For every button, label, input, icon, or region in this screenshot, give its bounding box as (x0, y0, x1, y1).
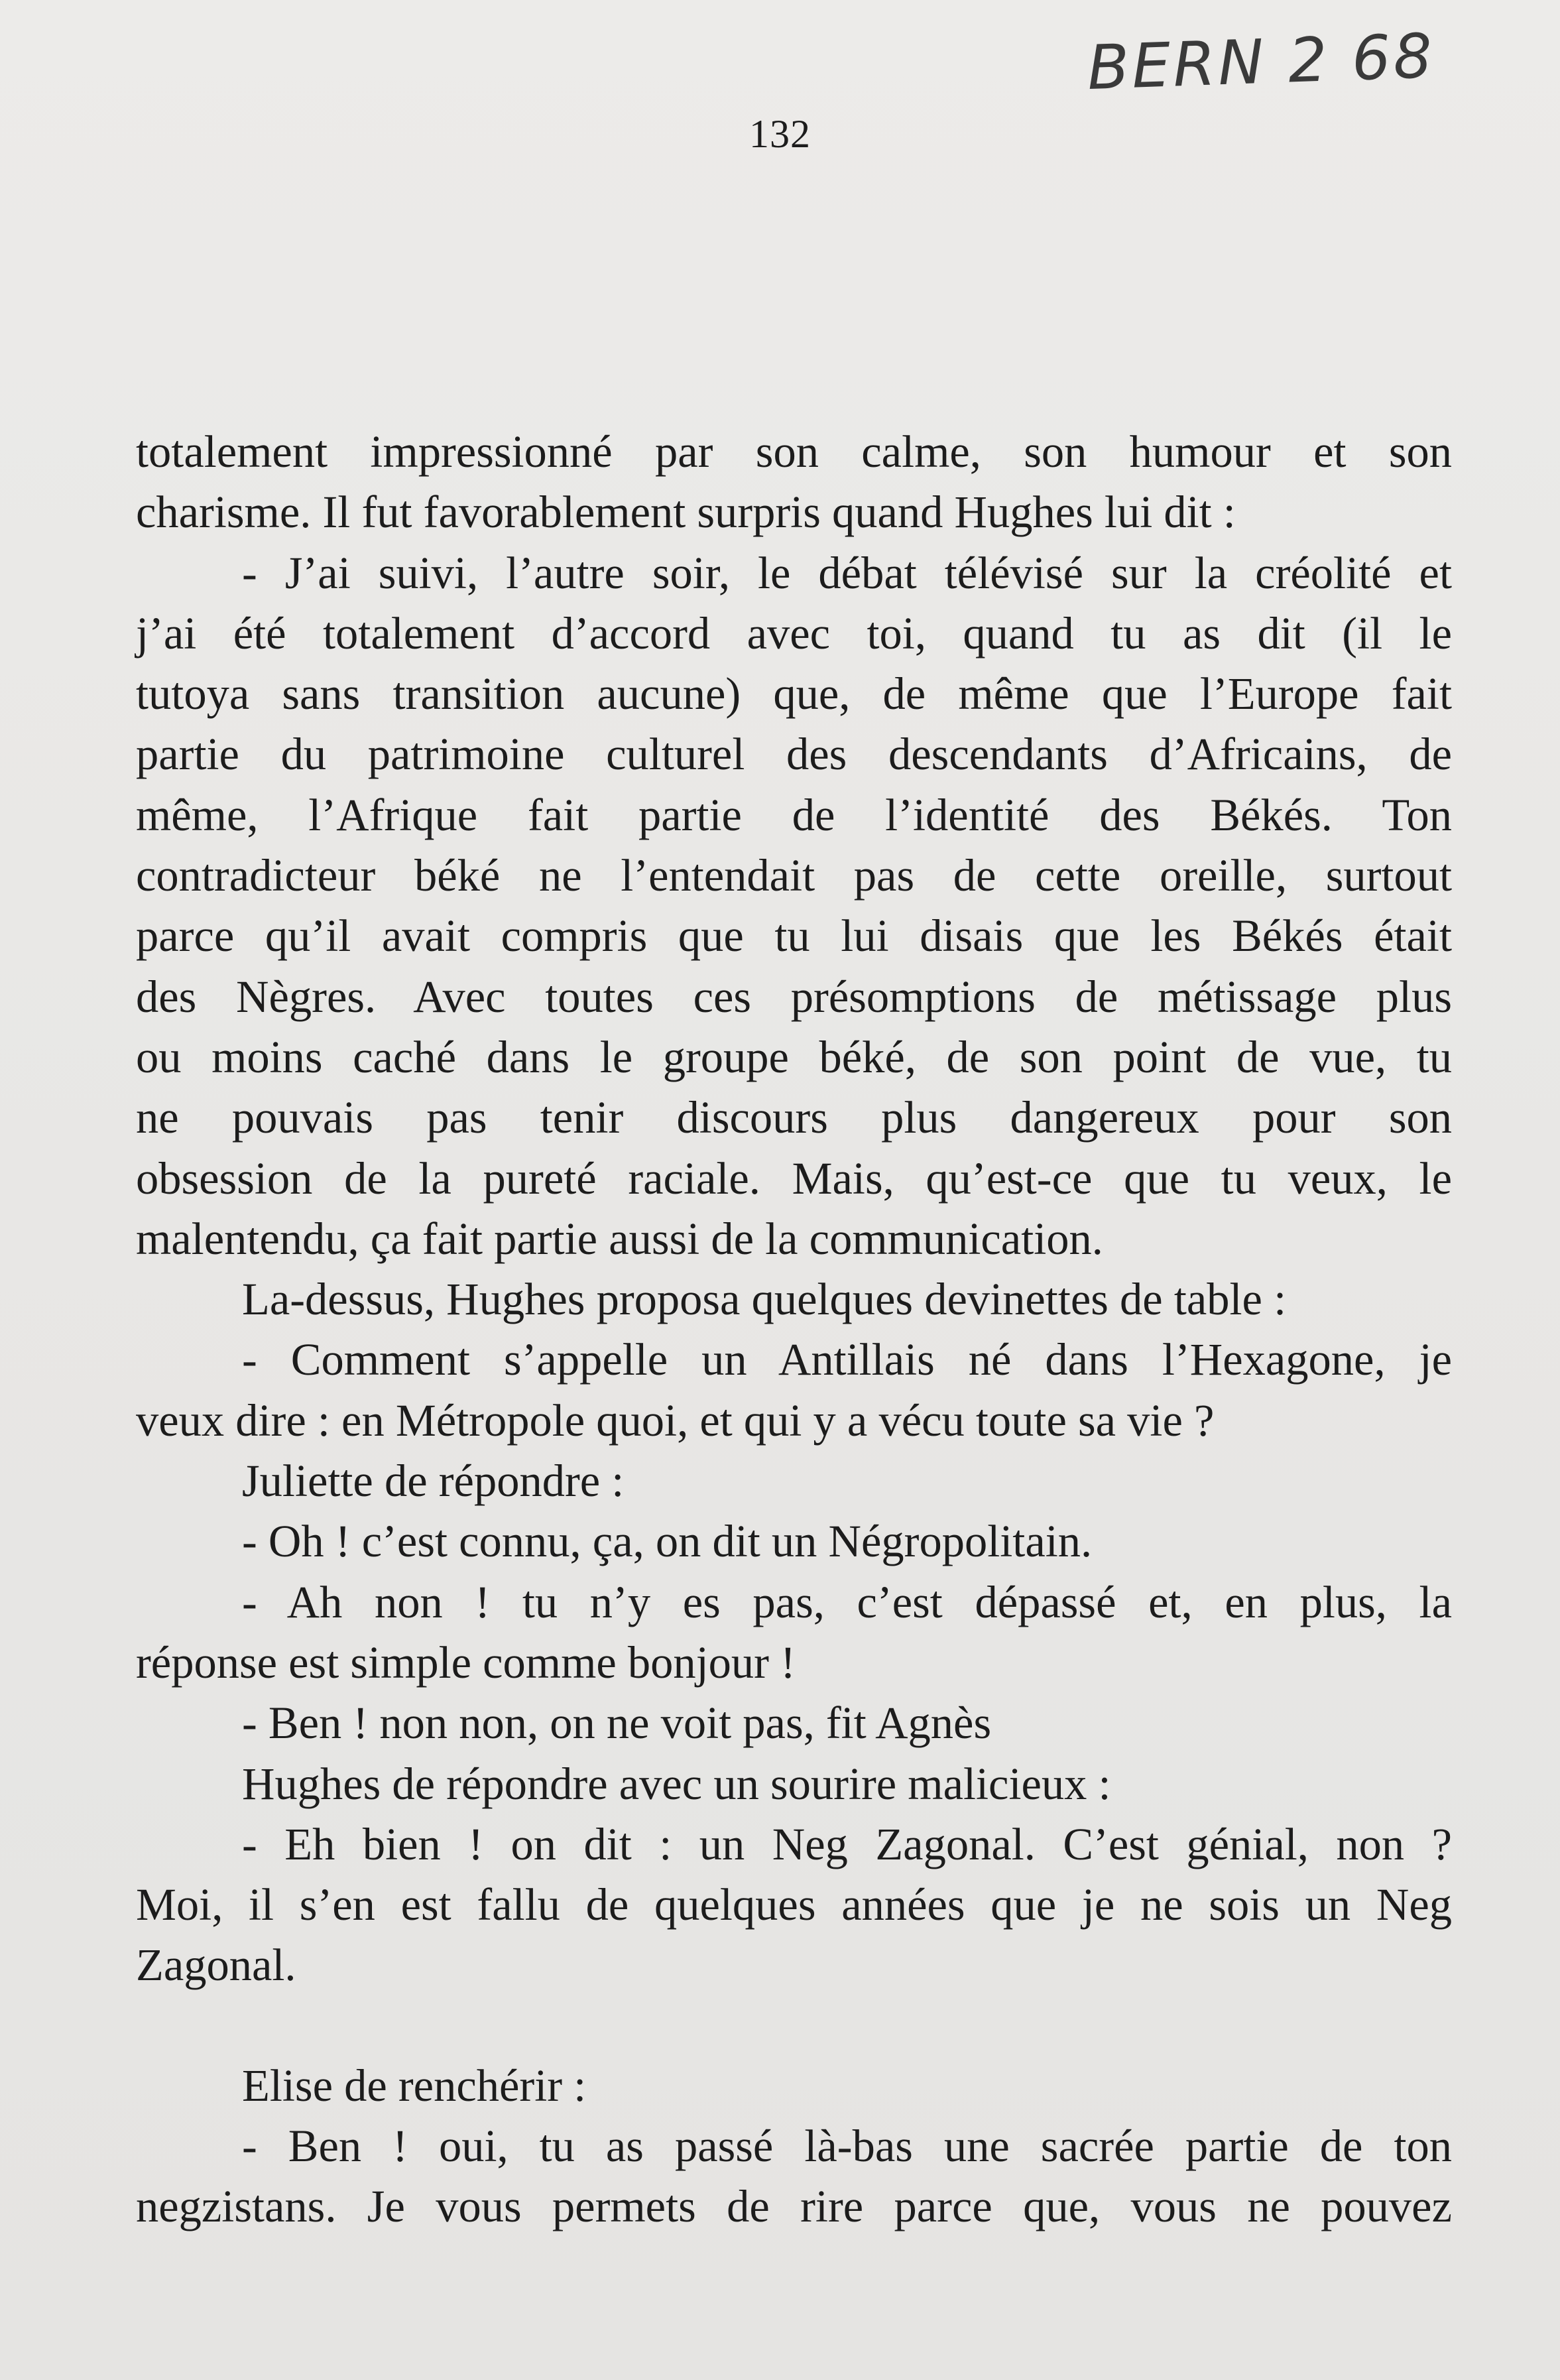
text-line: ne pouvais pas tenir discours plus dangereux pour son (136, 1092, 1452, 1143)
text-line: Juliette de répondre : (242, 1456, 625, 1507)
text-line: Elise de renchérir : (242, 2060, 587, 2111)
text-line: - Comment s’appelle un Antillais né dans l’Hexagone, je (242, 1334, 1452, 1385)
text-line: ou moins caché dans le groupe béké, de son point de vue, tu (136, 1031, 1452, 1082)
text-line: parce qu’il avait compris que tu lui disais que les Békés était (136, 910, 1452, 962)
text-line: - Ben ! oui, tu as passé là-bas une sacrée partie de ton (242, 2121, 1452, 2172)
body-text (136, 422, 1452, 2237)
text-line: La-dessus, Hughes proposa quelques devinettes de table : (242, 1274, 1287, 1325)
text-line: - Eh bien ! on dit : un Neg Zagonal. C’est génial, non ? (242, 1818, 1452, 1869)
text-line: Hughes de répondre avec un sourire malicieux : (242, 1758, 1111, 1809)
text-line: réponse est simple comme bonjour ! (136, 1637, 796, 1688)
text-line: - Ben ! non non, on ne voit pas, fit Agnès (242, 1698, 992, 1749)
text-line: charisme. Il fut favorablement surpris quand Hughes lui dit : (136, 487, 1236, 538)
text-line: malentendu, ça fait partie aussi de la communication. (136, 1213, 1103, 1264)
text-line: - J’ai suivi, l’autre soir, le débat télévisé sur la créolité et (242, 547, 1452, 598)
text-line: Moi, il s’en est fallu de quelques années que je ne sois un Neg (136, 1879, 1452, 1930)
text-line: partie du patrimoine culturel des descendants d’Africains, de (136, 729, 1452, 780)
text-line: contradicteur béké ne l’entendait pas de cette oreille, surtout (136, 850, 1452, 901)
paragraph-gap (136, 1996, 1452, 2056)
text-line: totalement impressionné par son calme, son humour et son (136, 426, 1452, 477)
text-line: Zagonal. (136, 1940, 296, 1991)
text-line: j’ai été totalement d’accord avec toi, quand tu as dit (il le (136, 607, 1452, 658)
text-line: negzistans. Je vous permets de rire parce que, vous ne pouvez (136, 2181, 1452, 2232)
text-line: des Nègres. Avec toutes ces présomptions de métissage plus (136, 971, 1452, 1022)
text-line: - Oh ! c’est connu, ça, on dit un Négropolitain. (242, 1516, 1093, 1567)
text-line: tutoya sans transition aucune) que, de même que l’Europe fait (136, 668, 1452, 720)
text-line: veux dire : en Métropole quoi, et qui y a vécu toute sa vie ? (136, 1395, 1215, 1446)
page-number: 132 (749, 112, 811, 156)
text-line: même, l’Afrique fait partie de l’identité des Békés. Ton (136, 789, 1452, 840)
text-line: obsession de la pureté raciale. Mais, qu’est-ce que tu veux, le (136, 1153, 1452, 1204)
text-line: - Ah non ! tu n’y es pas, c’est dépassé et, en plus, la (242, 1576, 1452, 1627)
handwritten-annotation: BERN 2 68 (1086, 20, 1436, 104)
